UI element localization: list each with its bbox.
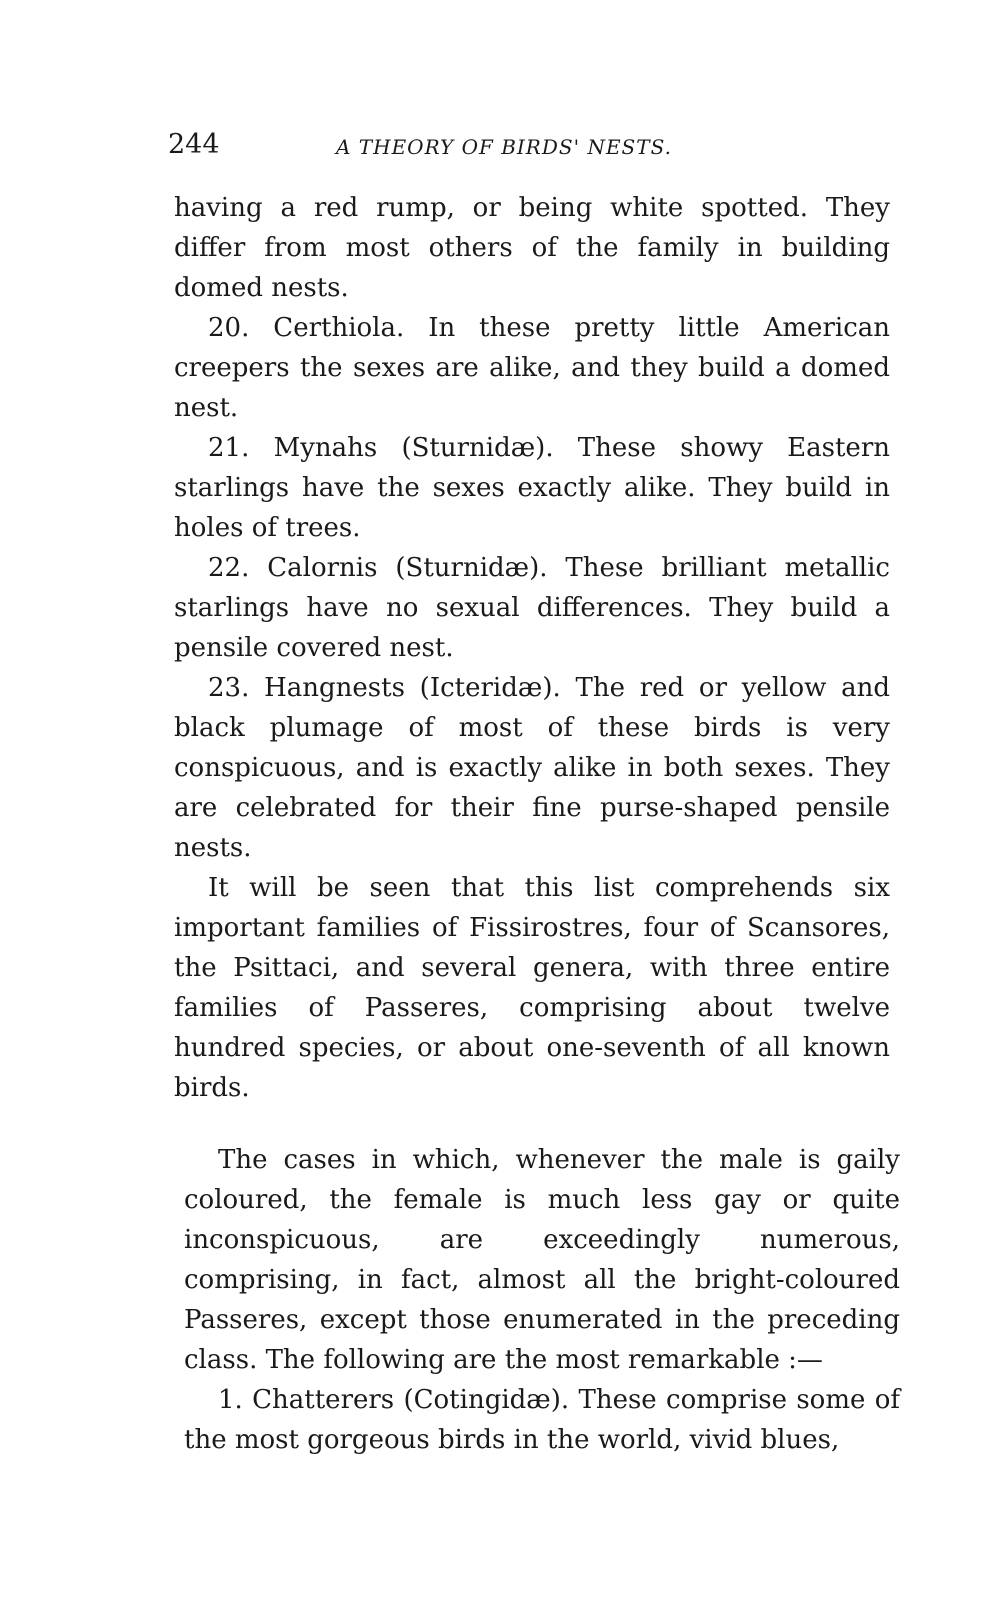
paragraph-continuation: having a red rump, or being white spotted. They differ from most others of the family in building domed nests. (174, 193, 890, 303)
paragraph-second-class-intro: The cases in which, whenever the male is gaily coloured, the female is much less gay or quite inconspicuous, are exceedingly numerous, comprising, in fact, almost all the bright-coloured Passeres, except those enumerated in the preceding class. The following are the most remarkable :— (184, 1145, 900, 1375)
paragraph-item-21: 21. Mynahs (Sturnidæ). These showy Eastern starlings have the sexes exactly alike. They build in holes of trees. (174, 433, 890, 543)
paragraph-item-1: 1. Chatterers (Cotingidæ). These comprise some of the most gorgeous birds in the world, vivid blues, (184, 1385, 900, 1455)
body-text (174, 188, 900, 1460)
paragraph-item-20: 20. Certhiola. In these pretty little American creepers the sexes are alike, and they build a domed nest. (174, 313, 890, 423)
section-break (174, 1108, 890, 1140)
paragraph-item-23: 23. Hangnests (Icteridæ). The red or yellow and black plumage of most of these birds is very conspicuous, and is exactly alike in both sexes. They are celebrated for their fine purse-shaped pensile nests. (174, 673, 890, 863)
page-number: 244 (168, 129, 220, 160)
paragraph-item-22: 22. Calornis (Sturnidæ). These brilliant metallic starlings have no sexual differences. They build a pensile covered nest. (174, 553, 890, 663)
running-title: A THEORY OF BIRDS' NESTS. (336, 135, 672, 159)
paragraph-summary: It will be seen that this list comprehends six important families of Fissirostres, four of Scansores, the Psittaci, and several genera, with three entire families of Passeres, comprising about twelve hundred species, or about one-seventh of all known birds. (174, 873, 890, 1103)
running-head (168, 128, 728, 168)
